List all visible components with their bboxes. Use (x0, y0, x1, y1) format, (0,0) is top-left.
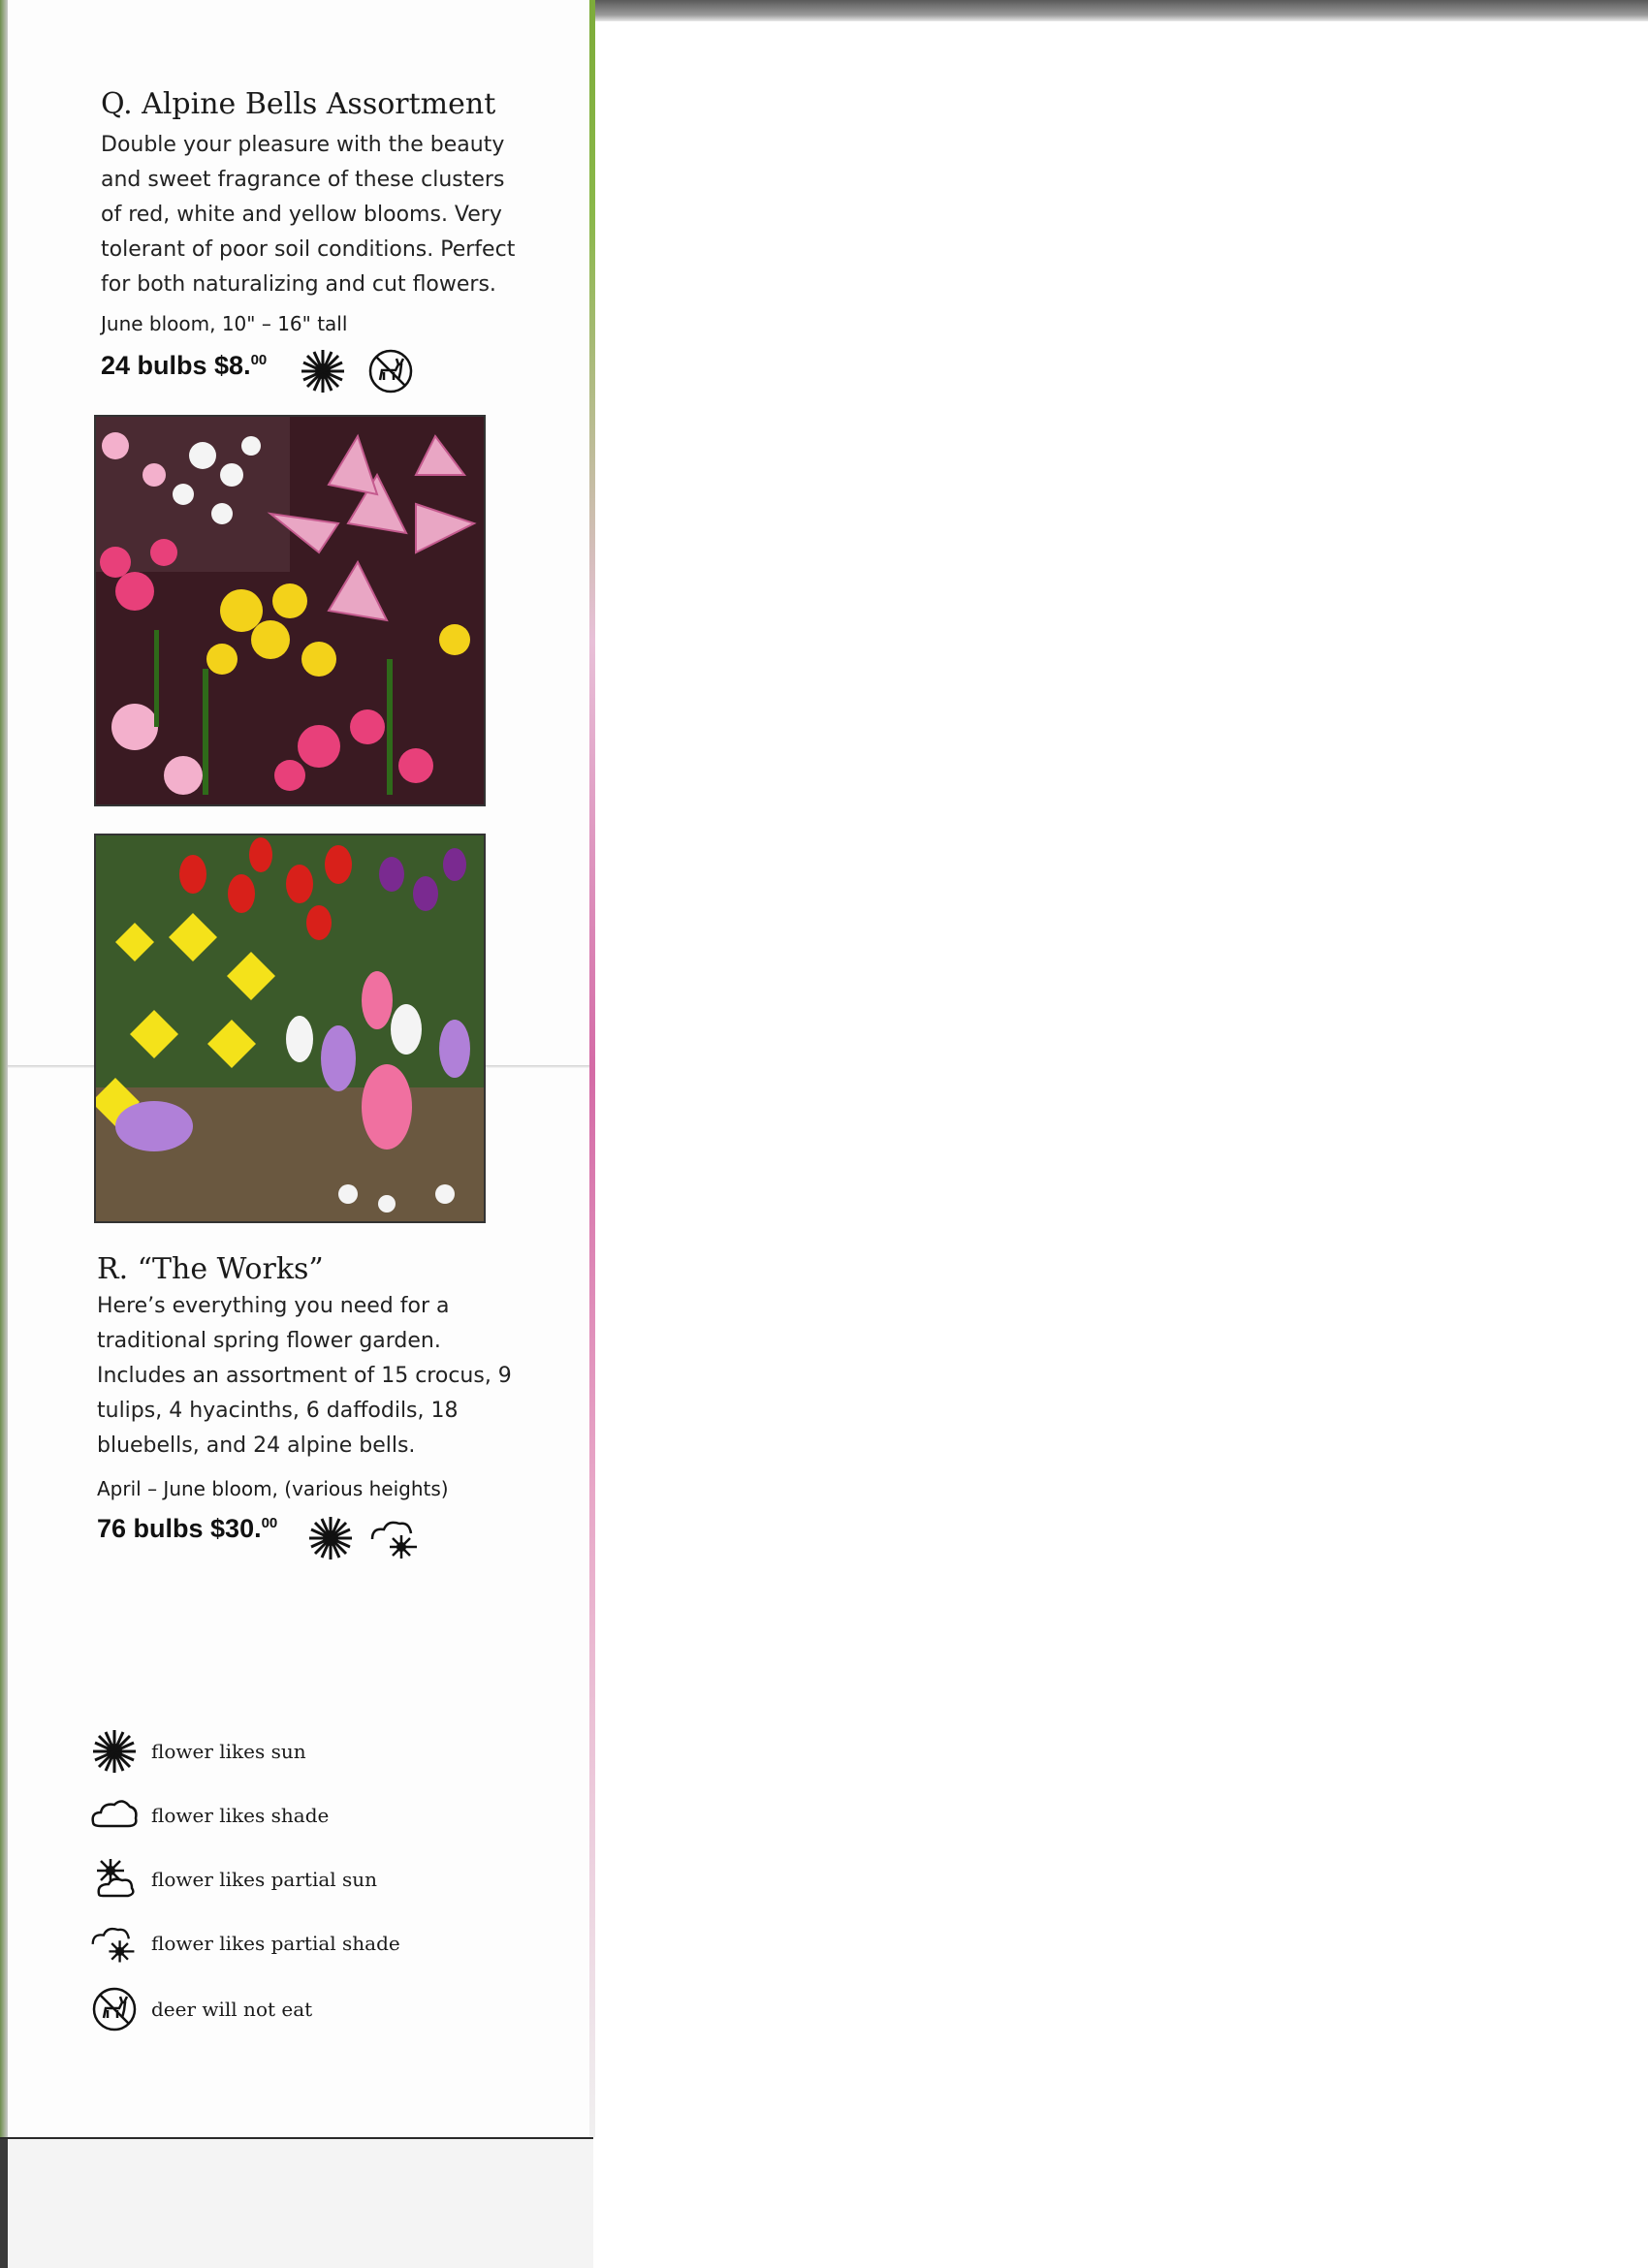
scan-top-edge (593, 0, 1648, 21)
scan-left-edge (0, 0, 8, 2266)
product-q-title: Q. Alpine Bells Assortment (101, 87, 496, 121)
product-q-price (101, 351, 267, 381)
sun-icon (299, 347, 347, 395)
legend-label: flower likes partial shade (151, 1932, 400, 1955)
partial-shade-icon (89, 1919, 140, 1968)
sun-icon (89, 1727, 140, 1776)
product-q-bloom: June bloom, 10" – 16" tall (101, 312, 348, 335)
shade-icon (89, 1791, 140, 1840)
the-works-photo (94, 834, 486, 1223)
deer-icon (366, 347, 415, 395)
legend-label: flower likes shade (151, 1804, 330, 1827)
legend-row-deer (89, 1985, 312, 2033)
partial-sun-icon (89, 1855, 140, 1904)
sun-icon (306, 1514, 355, 1562)
legend-row-partial-shade (89, 1919, 400, 1968)
alpine-bells-photo (94, 415, 486, 806)
price-cents: 00 (261, 1515, 278, 1531)
product-q-description: Double your pleasure with the beauty and sweet fragrance of these clusters of red, white and yellow blooms. Very tolerant of poor soil conditions. Perfect for both naturalizing and cut flowers. (101, 133, 516, 297)
legend-label: deer will not eat (151, 1998, 313, 2021)
legend-row-shade (89, 1791, 329, 1840)
legend-row-partial-sun (89, 1855, 377, 1904)
price-amount: 76 bulbs $30. (97, 1514, 262, 1543)
partial-shade-icon (368, 1514, 423, 1562)
legend-label: flower likes sun (151, 1740, 306, 1763)
product-r-price (97, 1514, 277, 1544)
product-r-title: R. “The Works” (97, 1252, 324, 1286)
panel-color-edge (589, 0, 595, 2137)
product-r-bloom: April – June bloom, (various heights) (97, 1477, 449, 1500)
legend-row-sun (89, 1727, 306, 1776)
scan-bottom-edge (0, 2137, 593, 2268)
price-cents: 00 (250, 352, 268, 368)
legend-label: flower likes partial sun (151, 1868, 378, 1891)
deer-icon (89, 1985, 140, 2033)
product-r-description: Here’s everything you need for a traditional spring flower garden. Includes an assortment of 15 crocus, 9 tulips, 4 hyacinths, 6 daffodils, 18 bluebells, and 24 alpine bells. (97, 1294, 512, 1458)
price-amount: 24 bulbs $8. (101, 351, 251, 380)
